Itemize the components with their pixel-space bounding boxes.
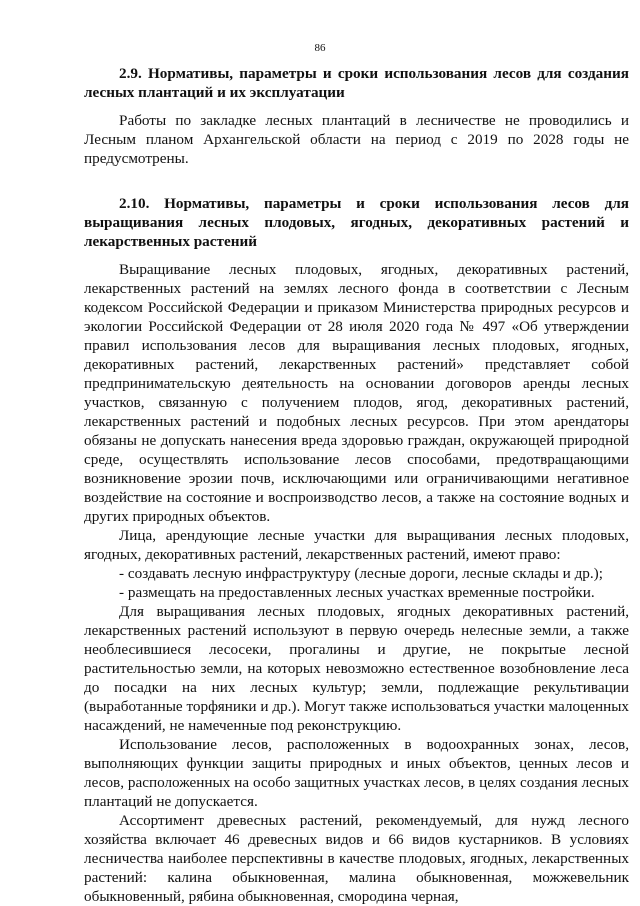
section-2-10-paragraph-1: Выращивание лесных плодовых, ягодных, декоративных растений, лекарственных растений на землях лесного фонда в соответствии с Лесным кодексом Российской Федерации и приказом Министерства природных ресурсов и экологии Российской Федерации от 28 июля 2020 года № 497 «Об утверждении правил использования лесов для выращивания лесных плодовых, ягодных, декоративных растений, лекарственных растений» представляет собой предпринимательскую деятельность на основании договоров аренды лесных участков, связанную с получением плодов, ягод, декоративных растений, лекарственных растений и подобных лесных ресурсов. При этом арендаторы обязаны не допускать нанесения вреда здоровью граждан, окружающей природной среде, осуществлять использование лесов способами, предотвращающими возникновение эрозии почв, исключающими или ограничивающими негативное воздействие на состояние и воспроизводство лесов, а также на состояние водных и других природных объектов. bbox=[84, 261, 629, 525]
section-2-10-heading: 2.10. Нормативы, параметры и сроки использования лесов для выращивания лесных плодовых, ягодных, декоративных растений и лекарственных растений bbox=[84, 195, 629, 250]
list-item: - размещать на предоставленных лесных участках временные постройки. bbox=[119, 584, 595, 601]
page-number: 86 bbox=[314, 42, 326, 54]
section-2-10-paragraph-2: Лица, арендующие лесные участки для выращивания лесных плодовых, ягодных, декоративных растений, лекарственных растений, имеют право: bbox=[84, 527, 629, 563]
document-body bbox=[84, 64, 629, 906]
section-2-9-heading: 2.9. Нормативы, параметры и сроки использования лесов для создания лесных плантаций и их эксплуатации bbox=[84, 65, 629, 101]
section-2-9-paragraph: Работы по закладке лесных плантаций в лесничестве не проводились и Лесным планом Архангельской области на период с 2019 по 2028 годы не предусмотрены. bbox=[84, 112, 629, 167]
section-2-10-paragraph-4: Использование лесов, расположенных в водоохранных зонах, лесов, выполняющих функции защиты природных и иных объектов, ценных лесов и лесов, расположенных на особо защитных участках лесов, в целях создания лесных плантаций не допускается. bbox=[84, 736, 629, 810]
section-2-10-paragraph-5: Ассортимент древесных растений, рекомендуемый, для нужд лесного хозяйства включает 46 древесных видов и 66 видов кустарников. В условиях лесничества наиболее перспективны в качестве плодовых, ягодных, лекарственных растений: калина обыкновенная, малина обыкновенная, можжевельник обыкновенный, рябина обыкновенная, смородина черная, bbox=[84, 812, 629, 905]
section-2-10-paragraph-3: Для выращивания лесных плодовых, ягодных декоративных растений, лекарственных растений используют в первую очередь нелесные земли, а также необлесившиеся лесосеки, прогалины и другие, не покрытые лесной растительностью земли, на которых невозможно естественное возобновление леса до посадки на них лесных культур; земли, подлежащие рекультивации (выработанные торфяники и др.). Могут также использоваться участки малоценных насаждений, не намеченные под реконструкцию. bbox=[84, 603, 629, 734]
list-item: - создавать лесную инфраструктуру (лесные дороги, лесные склады и др.); bbox=[119, 565, 603, 582]
